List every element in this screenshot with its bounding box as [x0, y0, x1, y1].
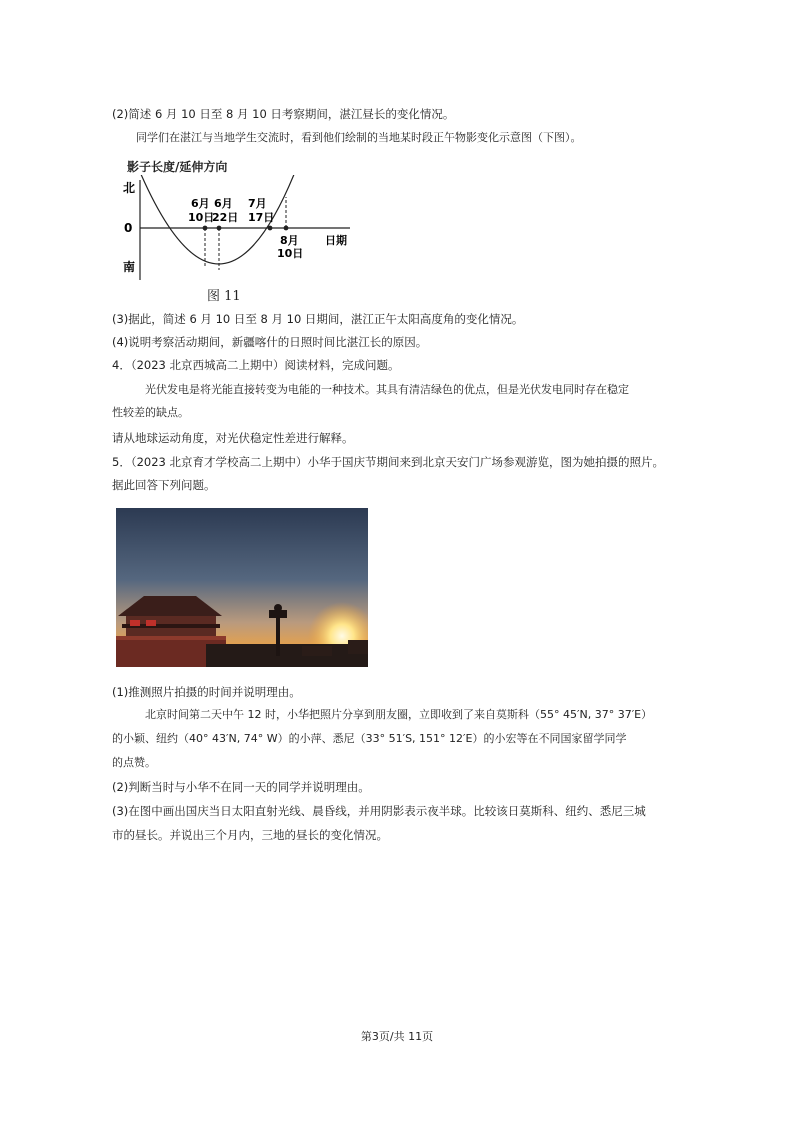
date-jun10-month: 6月 [191, 197, 210, 210]
q5-part2: (2)判断当时与小华不在同一天的同学并说明理由。 [112, 780, 370, 794]
date-aug10-month: 8月 [280, 234, 299, 247]
shadow-change-chart [118, 175, 368, 287]
point-aug10 [284, 226, 289, 231]
y-label-south: 南 [123, 260, 136, 274]
q3-part4: (4)说明考察活动期间，新疆喀什的日照时间比湛江长的原因。 [112, 335, 428, 349]
q5-head: 5．（2023 北京育才学校高二上期中）小华于国庆节期间来到北京天安门广场参观游览，图为她拍摄的照片。 [112, 455, 664, 469]
q5-part1: (1)推测照片拍摄的时间并说明理由。 [112, 685, 301, 699]
figure11-title: 影子长度/延伸方向 [127, 160, 228, 174]
date-jun10-day: 10日 [188, 211, 215, 224]
date-jul17-month: 7月 [248, 197, 267, 210]
q5-head-2: 据此回答下列问题。 [112, 478, 216, 492]
tiananmen-sunset-photo [116, 508, 368, 667]
q5-part3-2: 市的昼长。并说出三个月内，三地的昼长的变化情况。 [112, 828, 388, 842]
y-label-north: 北 [123, 181, 136, 195]
date-jul17-day: 17日 [248, 211, 275, 224]
q4-material-1: 光伏发电是将光能直接转变为电能的一种技术。其具有清洁绿色的优点，但是光伏发电同时存在稳定 [145, 383, 629, 396]
q4-material-2: 性较差的缺点。 [112, 406, 189, 419]
q5-part3-1: (3)在图中画出国庆当日太阳直射光线、晨昏线，并用阴影表示夜半球。比较该日莫斯科、纽约、悉尼三城 [112, 804, 646, 818]
q3-intro: 同学们在湛江与当地学生交流时，看到他们绘制的当地某时段正午物影变化示意图（下图）。 [136, 131, 582, 144]
q5-text-2: 的小颖、纽约（40° 43′N, 74° W）的小萍、悉尼（33° 51′S, 151° 12′E）的小宏等在不同国家留学同学 [112, 732, 627, 745]
q3-part2: (2)简述 6 月 10 日至 8 月 10 日考察期间，湛江昼长的变化情况。 [112, 107, 455, 121]
date-jun22-month: 6月 [214, 197, 233, 210]
q4-question: 请从地球运动角度，对光伏稳定性差进行解释。 [112, 431, 354, 445]
point-jun10 [203, 226, 208, 231]
date-aug10-day: 10日 [277, 247, 304, 260]
page-footer: 第3页/共 11页 [360, 1030, 434, 1043]
x-label: 日期 [325, 234, 347, 247]
q3-part3: (3)据此，简述 6 月 10 日至 8 月 10 日期间，湛江正午太阳高度角的变化情况。 [112, 312, 524, 326]
point-jun22 [217, 226, 222, 231]
q5-text-1: 北京时间第二天中午 12 时，小华把照片分享到朋友圈，立即收到了来自莫斯科（55° 45′N, 37° 37′E） [145, 708, 653, 721]
y-label-zero: 0 [124, 221, 133, 235]
date-jun22-day: 22日 [212, 211, 239, 224]
figure11-caption: 图 11 [207, 289, 241, 304]
q4-head: 4．（2023 北京西城高二上期中）阅读材料，完成问题。 [112, 358, 400, 372]
point-jul17 [268, 226, 273, 231]
q5-text-3: 的点赞。 [112, 756, 156, 769]
